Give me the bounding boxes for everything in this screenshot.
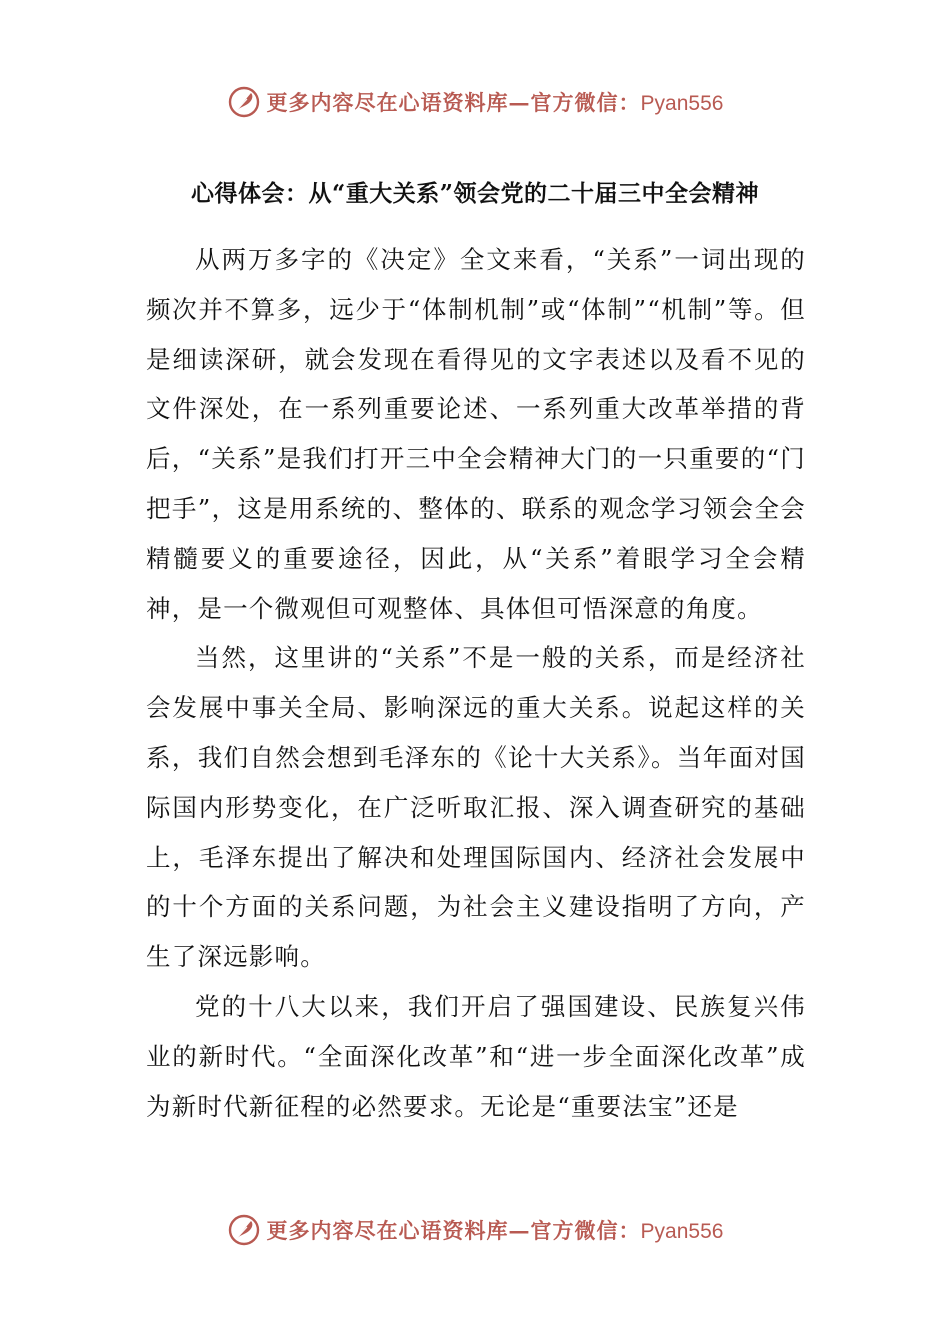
watermark-handle: Pyan556 xyxy=(640,1220,724,1243)
paragraph-1: 从两万多字的《决定》全文来看，“关系”一词出现的频次并不算多，远少于“体制机制”或“体制”“机制”等。但是细读深研，就会发现在看得见的文字表述以及看不见的文件深处，在一系列重要论述、一系列重大改革举措的背后，“关系”是我们打开三中全会精神大门的一只重要的“门把手”，这是用系统的、整体的、联系的观念学习领会全会精髓要义的重要途径，因此，从“关系”着眼学习全会精神，是一个微观但可观整体、具体但可悟深意的角度。 xyxy=(146,245,806,623)
article-body xyxy=(146,235,806,1131)
paragraph-2: 当然，这里讲的“关系”不是一般的关系，而是经济社会发展中事关全局、影响深远的重大关系。说起这样的关系，我们自然会想到毛泽东的《论十大关系》。当年面对国际国内形势变化，在广泛听取汇报、深入调查研究的基础上，毛泽东提出了解决和处理国际国内、经济社会发展中的十个方面的关系问题，为社会主义建设指明了方向，产生了深远影响。 xyxy=(146,643,806,972)
paragraph-3: 党的十八大以来，我们开启了强国建设、民族复兴伟业的新时代。“全面深化改革”和“进一步全面深化改革”成为新时代新征程的必然要求。无论是“重要法宝”还是 xyxy=(146,991,806,1121)
watermark-text: 更多内容尽在心语资料库—官方微信：Pyan556 xyxy=(266,1218,724,1243)
watermark-banner-top xyxy=(0,82,950,122)
quill-logo-icon xyxy=(227,85,261,119)
watermark-handle: Pyan556 xyxy=(640,92,724,115)
document-title: 心得体会：从“重大关系”领会党的二十届三中全会精神 xyxy=(191,180,759,207)
watermark-banner-bottom xyxy=(0,1210,950,1250)
quill-logo-icon xyxy=(227,1213,261,1247)
watermark-text: 更多内容尽在心语资料库—官方微信：Pyan556 xyxy=(266,90,724,115)
